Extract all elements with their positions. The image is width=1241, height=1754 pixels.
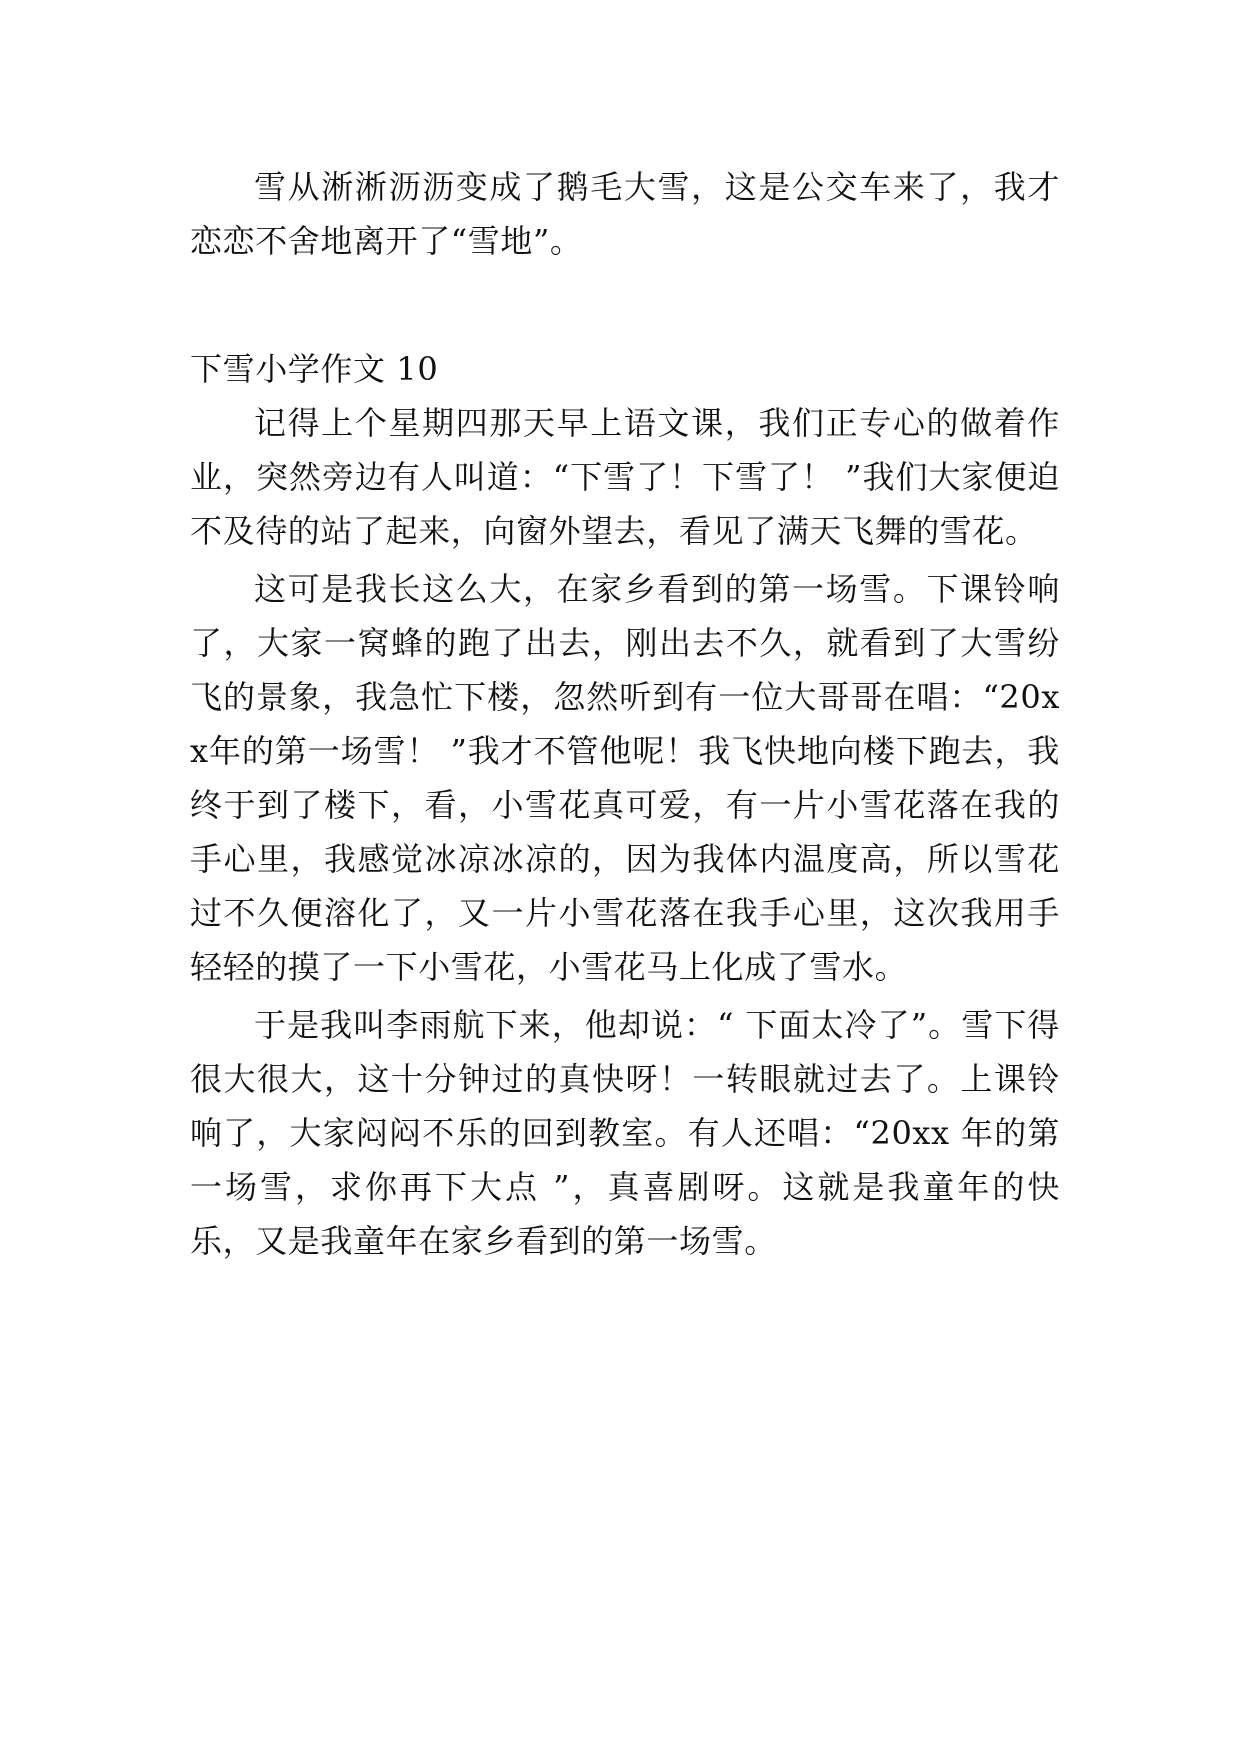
- essay-paragraph-1: 记得上个星期四那天早上语文课，我们正专心的做着作业，突然旁边有人叫道：“下雪了！下雪了！ ”我们大家便迫不及待的站了起来，向窗外望去，看见了满天飞舞的雪花。: [190, 404, 1060, 550]
- essay-paragraph-2: 这可是我长这么大，在家乡看到的第一场雪。下课铃响了，大家一窝蜂的跑了出去，刚出去不久，就看到了大雪纷飞的景象，我急忙下楼，忽然听到有一位大哥哥在唱：“20xx年的第一场雪！ ”我才不管他呢！我飞快地向楼下跑去，我终于到了楼下，看，小雪花真可爱，有一片小雪花落在我的手心里，我感觉冰凉冰凉的，因为我体内温度高，所以雪花过不久便溶化了，又一片小雪花落在我手心里，这次我用手轻轻的摸了一下小雪花，小雪花马上化成了雪水。: [190, 570, 1060, 986]
- document-content: [190, 160, 1060, 1268]
- essay-title: 下雪小学作文 10: [190, 350, 439, 388]
- section-spacer: [190, 268, 1060, 342]
- intro-paragraph: 雪从淅淅沥沥变成了鹅毛大雪，这是公交车来了，我才恋恋不舍地离开了“雪地”。: [190, 168, 1060, 260]
- essay-paragraph-3: 于是我叫李雨航下来，他却说：“ 下面太冷了”。雪下得很大很大，这十分钟过的真快呀！一转眼就过去了。上课铃响了，大家闷闷不乐的回到教室。有人还唱：“20xx 年的第一场雪，求你再下大点 ”，真喜剧呀。这就是我童年的快乐，又是我童年在家乡看到的第一场雪。: [190, 1006, 1060, 1260]
